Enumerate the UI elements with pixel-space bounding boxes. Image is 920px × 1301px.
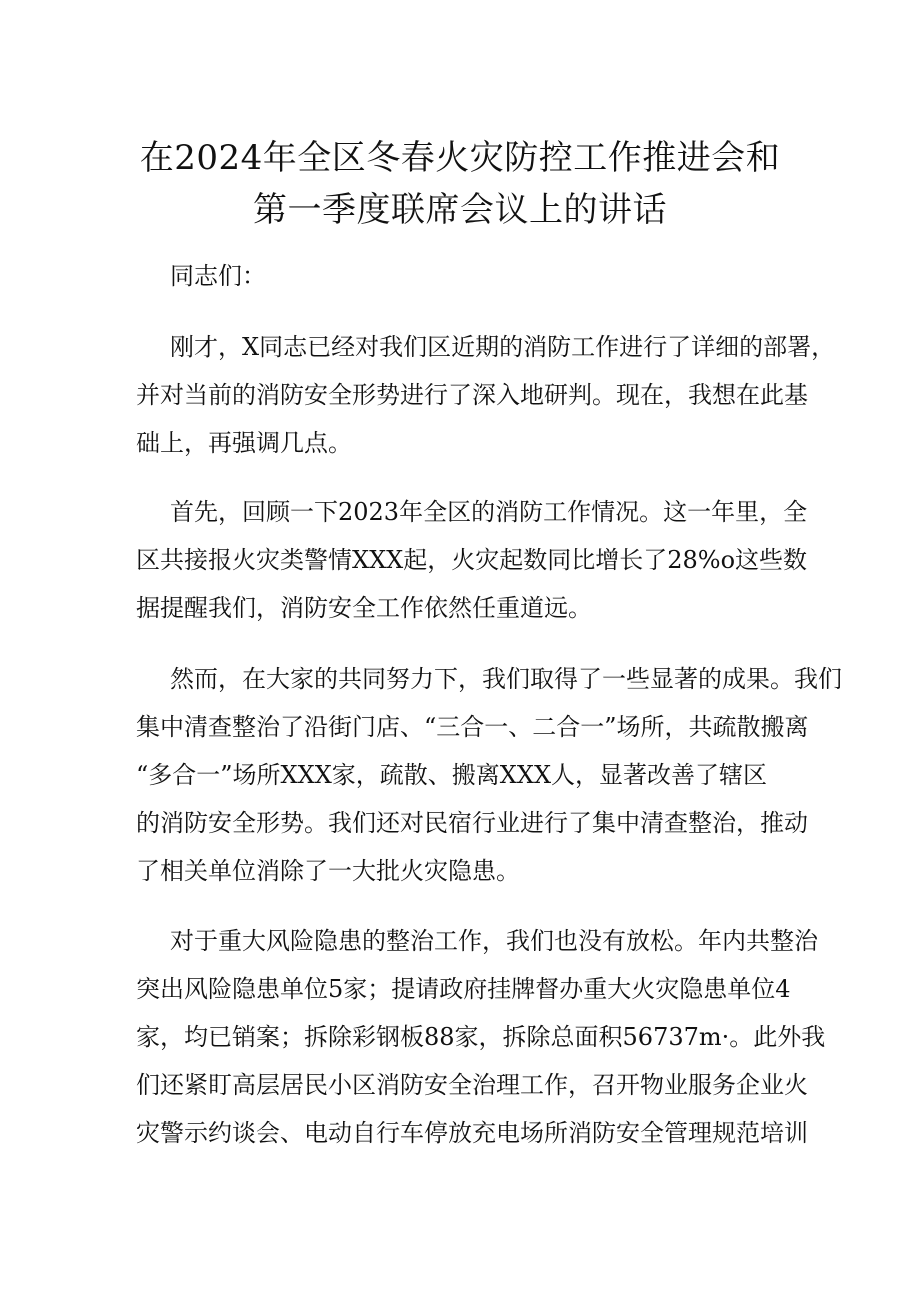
- paragraph-4-line-1: 对于重大风险隐患的整治工作，我们也没有放松。年内共整治: [170, 927, 818, 955]
- paragraph-2-line-3: 据提醒我们，消防安全工作依然任重道远。: [136, 594, 592, 622]
- paragraph-3-line-2: 集中清查整治了沿街门店、“三合一、二合一”场所，共疏散搬离: [136, 713, 809, 741]
- document-title-line-2: 第一季度联席会议上的讲话: [253, 190, 667, 230]
- paragraph-4-line-5: 灾警示约谈会、电动自行车停放充电场所消防安全管理规范培训: [136, 1119, 808, 1147]
- paragraph-1-line-1: 刚才，X同志已经对我们区近期的消防工作进行了详细的部署，: [170, 333, 836, 361]
- paragraph-3-line-4: 的消防安全形势。我们还对民宿行业进行了集中清查整治，推动: [136, 809, 808, 837]
- paragraph-3-line-1: 然而，在大家的共同努力下，我们取得了一些显著的成果。我们: [170, 665, 842, 693]
- paragraph-4-line-2: 突出风险隐患单位5家；提请政府挂牌督办重大火灾隐患单位4: [136, 975, 791, 1003]
- paragraph-3-line-5: 了相关单位消除了一大批火灾隐患。: [136, 857, 520, 885]
- paragraph-1-line-3: 础上，再强调几点。: [136, 429, 352, 457]
- paragraph-2-line-1: 首先，回顾一下2023年全区的消防工作情况。这一年里，全: [170, 498, 808, 526]
- paragraph-4-line-3: 家，均已销案；拆除彩钢板88家，拆除总面积56737m·。此外我: [136, 1023, 826, 1051]
- paragraph-3-line-3: “多合一”场所XXX家，疏散、搬离XXX人，显著改善了辖区: [136, 761, 768, 789]
- paragraph-2-line-2: 区共接报火灾类警情XXX起，火灾起数同比增长了28%o这些数: [136, 546, 808, 574]
- paragraph-1-line-2: 并对当前的消防安全形势进行了深入地研判。现在，我想在此基: [136, 381, 808, 409]
- salutation: 同志们：: [170, 262, 266, 290]
- paragraph-4-line-4: 们还紧盯高层居民小区消防安全治理工作，召开物业服务企业火: [136, 1071, 808, 1099]
- document-title-line-1: 在2024年全区冬春火灾防控工作推进会和: [139, 138, 781, 178]
